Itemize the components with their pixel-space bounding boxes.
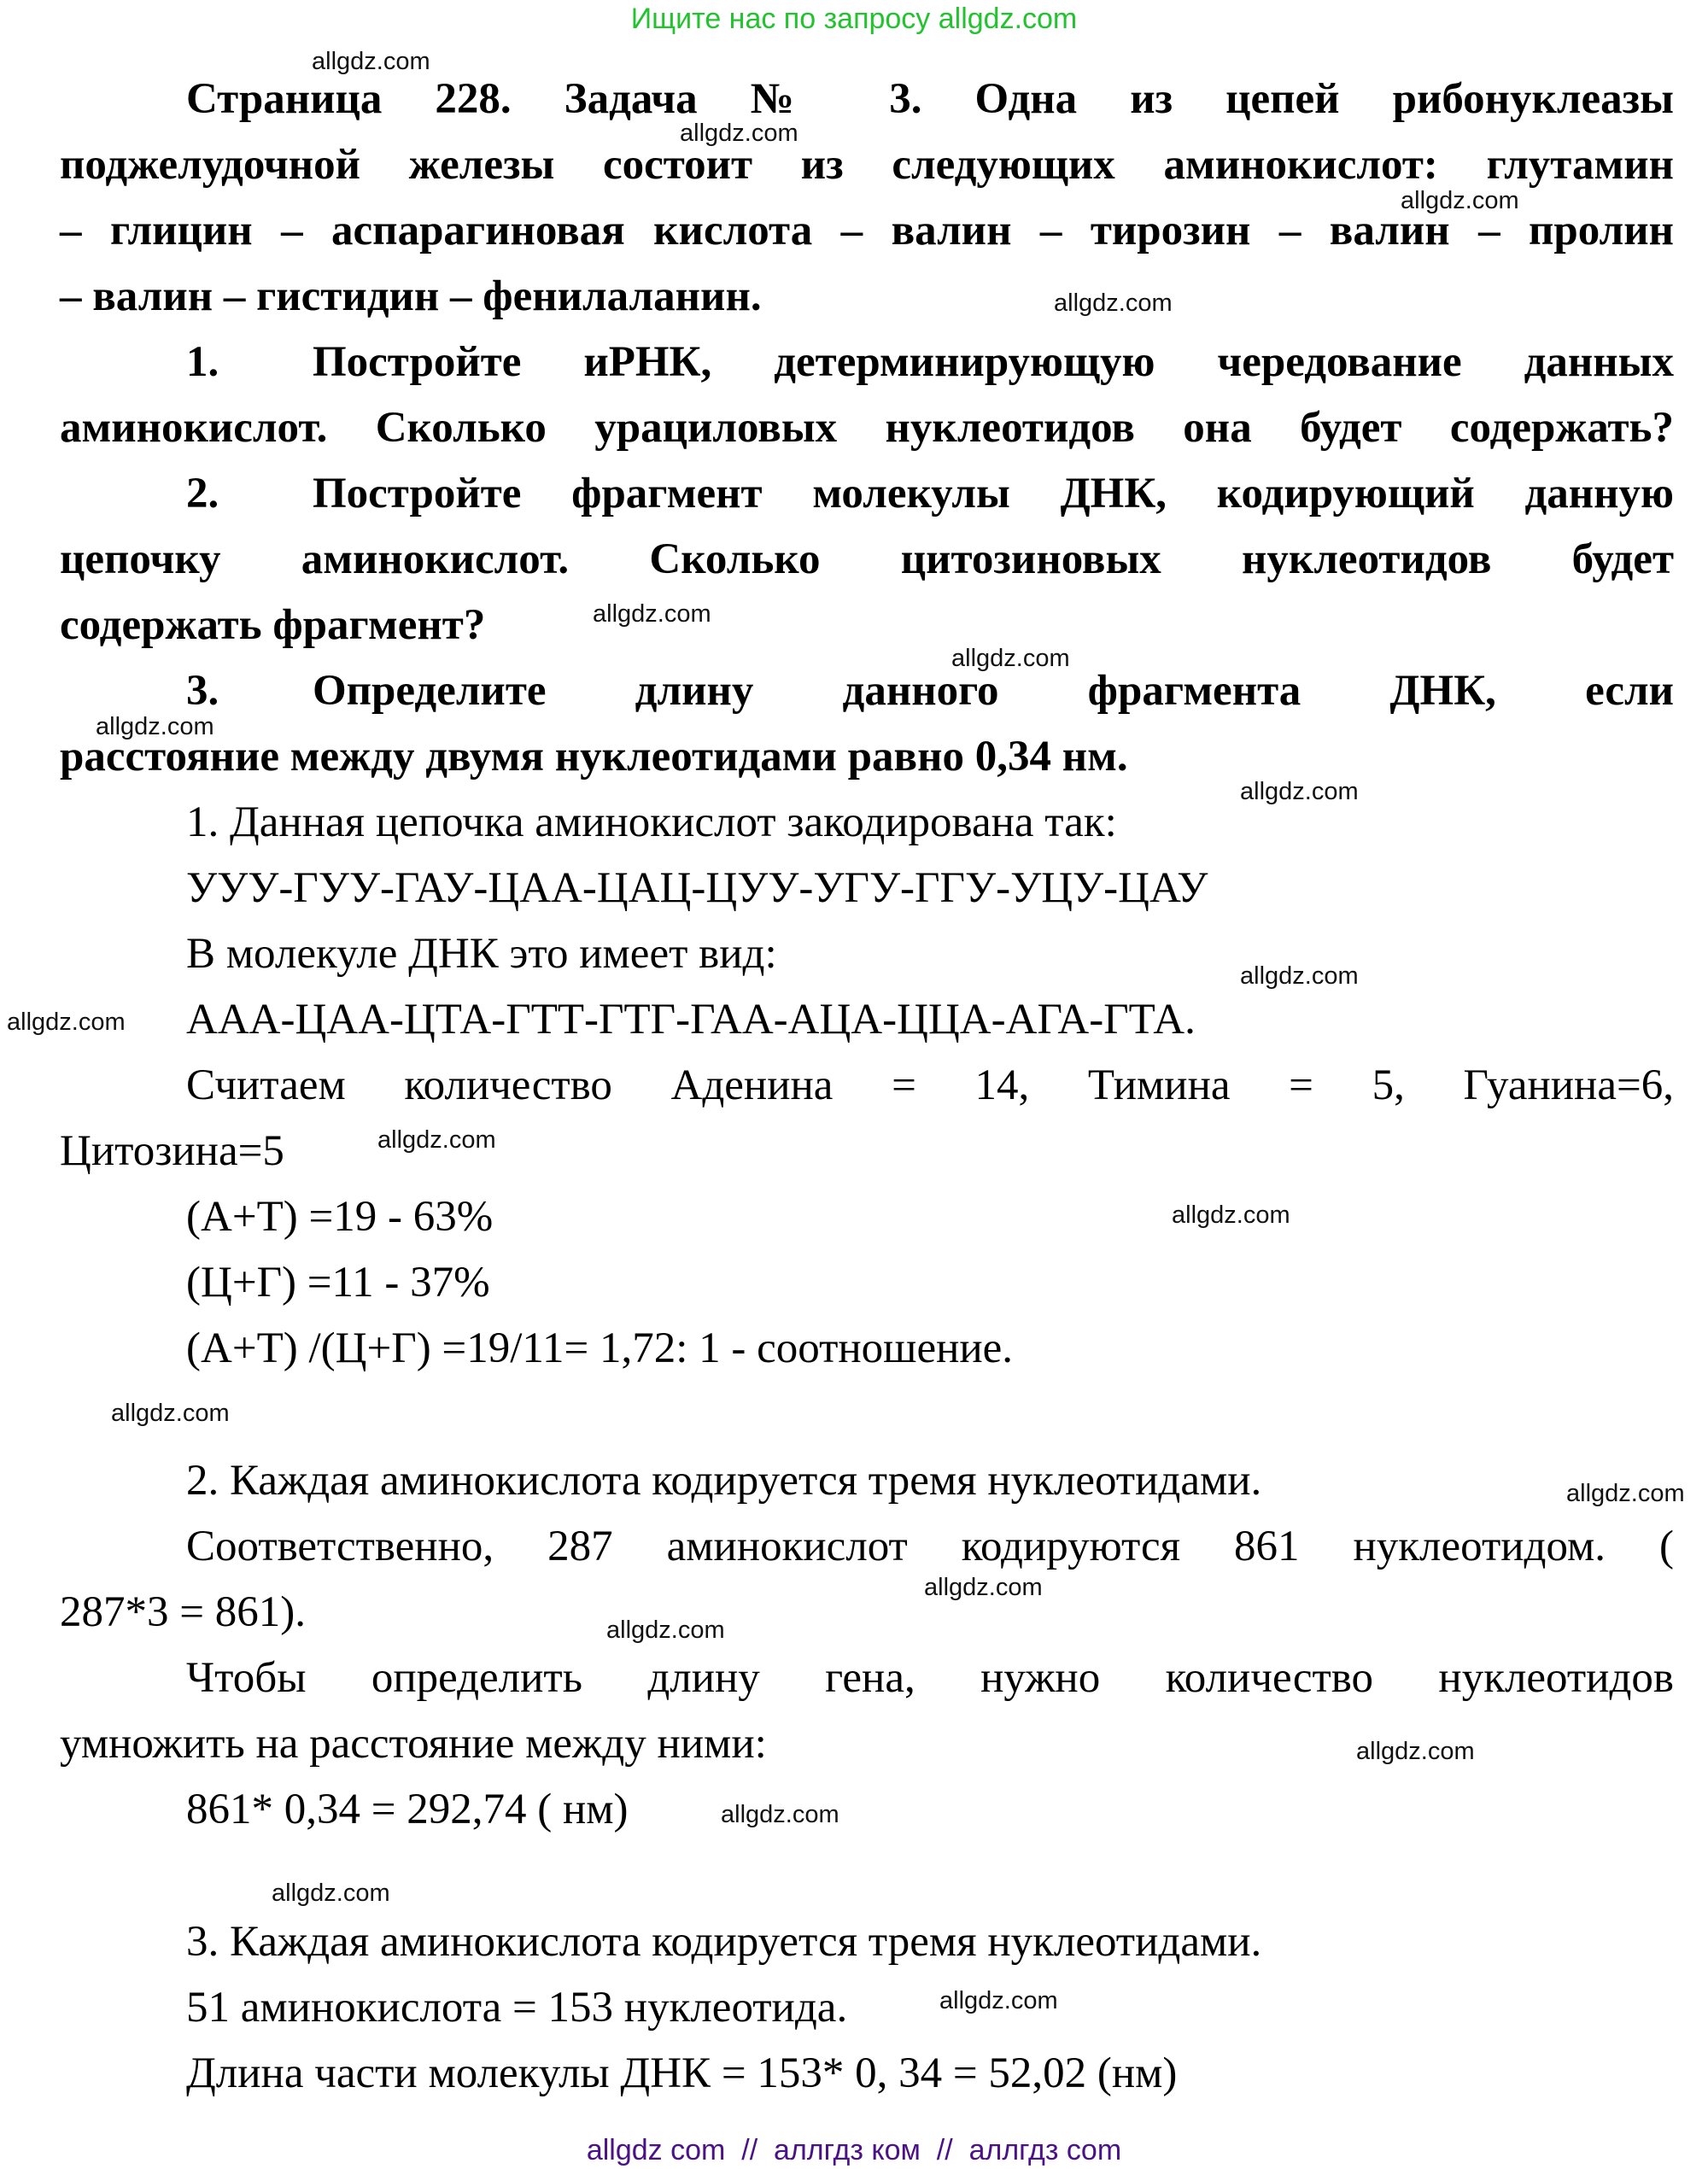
watermark: allgdz.com bbox=[1240, 962, 1359, 990]
solution-3-line-3: Длина части молекулы ДНК = 153* 0, 34 = 52,02 (нм) bbox=[186, 2049, 1178, 2097]
watermark: allgdz.com bbox=[593, 600, 711, 628]
question-3-line-2: расстояние между двумя нуклеотидами равно 0,34 нм. bbox=[60, 733, 1128, 780]
task-title-line-1: Страница 228. Задача № 3. Одна из цепей рибонуклеазы bbox=[186, 75, 1674, 123]
question-2-line-2: цепочку аминокислот. Сколько цитозиновых нуклеотидов будет bbox=[60, 535, 1674, 583]
watermark: allgdz.com bbox=[606, 1617, 725, 1644]
solution-2-line-6: 861* 0,34 = 292,74 ( нм) bbox=[186, 1786, 629, 1833]
task-title-line-4: – валин – гистидин – фенилаланин. bbox=[60, 272, 762, 320]
question-1-line-2: аминокислот. Сколько урациловых нуклеотидов она будет содержать? bbox=[60, 404, 1674, 452]
question-3-text: Определите длину данного фрагмента ДНК, если bbox=[313, 667, 1674, 715]
watermark: allgdz.com bbox=[1240, 778, 1359, 805]
watermark: allgdz.com bbox=[312, 48, 430, 75]
watermark: allgdz.com bbox=[7, 1008, 126, 1036]
watermark: allgdz.com bbox=[939, 1987, 1058, 2014]
watermark: allgdz.com bbox=[111, 1400, 230, 1427]
cg-sum: (Ц+Г) =11 - 37% bbox=[186, 1259, 490, 1307]
nucleotide-count-line-1: Считаем количество Аденина = 14, Тимина = 5, Гуанина=6, bbox=[186, 1061, 1674, 1109]
watermark: allgdz.com bbox=[1356, 1738, 1475, 1765]
task-title-line-2: поджелудочной железы состоит из следующих аминокислот: глутамин bbox=[60, 141, 1674, 189]
question-2-number: 2. bbox=[186, 470, 219, 517]
watermark: allgdz.com bbox=[1054, 289, 1173, 317]
watermark: allgdz.com bbox=[951, 645, 1070, 672]
solution-3-line-2: 51 аминокислота = 153 нуклеотида. bbox=[186, 1984, 848, 2032]
task-title-line-3: – глицин – аспарагиновая кислота – валин – тирозин – валин – пролин bbox=[60, 207, 1674, 254]
question-1-number: 1. bbox=[186, 338, 219, 386]
solution-2-line-4: Чтобы определить длину гена, нужно количество нуклеотидов bbox=[186, 1654, 1674, 1702]
watermark: allgdz.com bbox=[96, 713, 214, 740]
question-2-line-3: содержать фрагмент? bbox=[60, 601, 486, 649]
nucleotide-count-line-2: Цитозина=5 bbox=[60, 1127, 284, 1175]
search-banner[interactable]: Ищите нас по запросу allgdz.com bbox=[630, 3, 1078, 35]
watermark: allgdz.com bbox=[272, 1880, 390, 1907]
watermark: allgdz.com bbox=[1566, 1480, 1685, 1507]
watermark: allgdz.com bbox=[680, 120, 798, 147]
watermark: allgdz.com bbox=[377, 1126, 496, 1154]
question-1-line-1 bbox=[186, 336, 1674, 388]
solution-2-line-1: 2. Каждая аминокислота кодируется тремя нуклеотидами. bbox=[186, 1457, 1262, 1505]
footer-links[interactable]: allgdz com // аллгдз ком // аллгдз com bbox=[586, 2134, 1122, 2166]
question-3-number: 3. bbox=[186, 667, 219, 715]
solution-2-line-2: Соответственно, 287 аминокислот кодируются 861 нуклеотидом. ( bbox=[186, 1523, 1674, 1570]
question-2-line-1 bbox=[186, 468, 1674, 519]
mrna-sequence: УУУ-ГУУ-ГАУ-ЦАА-ЦАЦ-ЦУУ-УГУ-ГГУ-УЦУ-ЦАУ bbox=[186, 864, 1208, 912]
dna-sequence: ААА-ЦАА-ЦТА-ГТТ-ГТГ-ГАА-АЦА-ЦЦА-АГА-ГТА. bbox=[186, 996, 1196, 1044]
dna-intro: В молекуле ДНК это имеет вид: bbox=[186, 930, 777, 978]
solution-2-line-3: 287*3 = 861). bbox=[60, 1588, 306, 1636]
question-1-text: Постройте иРНК, детерминирующую чередование данных bbox=[313, 338, 1674, 386]
watermark: allgdz.com bbox=[924, 1574, 1043, 1601]
solution-2-line-5: умножить на расстояние между ними: bbox=[60, 1720, 767, 1768]
watermark: allgdz.com bbox=[1172, 1201, 1290, 1229]
question-3-line-1 bbox=[186, 665, 1674, 716]
solution-3-line-1: 3. Каждая аминокислота кодируется тремя нуклеотидами. bbox=[186, 1918, 1262, 1966]
solution-1-intro: 1. Данная цепочка аминокислот закодирована так: bbox=[186, 798, 1117, 846]
watermark: allgdz.com bbox=[1401, 187, 1519, 214]
at-cg-ratio: (А+Т) /(Ц+Г) =19/11= 1,72: 1 - соотношение. bbox=[186, 1324, 1014, 1372]
watermark: allgdz.com bbox=[721, 1801, 839, 1828]
question-2-text: Постройте фрагмент молекулы ДНК, кодирующий данную bbox=[313, 470, 1674, 517]
at-sum: (А+Т) =19 - 63% bbox=[186, 1193, 494, 1241]
